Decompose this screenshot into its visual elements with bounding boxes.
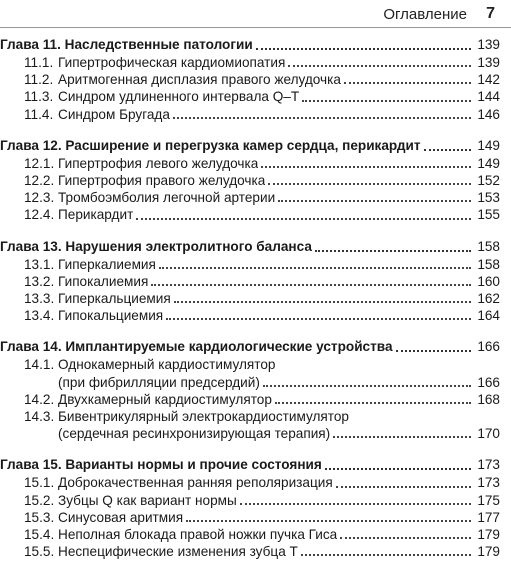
entry-title: Гипертрофия левого желудочка <box>58 155 259 171</box>
entry-number: 13.3. <box>24 291 55 307</box>
entry-title: Гипертрофическая кардиомиопатия <box>58 55 286 70</box>
entry-title-continued <box>58 374 500 391</box>
page-ref: 166 <box>477 339 500 355</box>
entry-number: 13.4. <box>24 308 55 324</box>
entry-number: 15.4. <box>24 527 55 543</box>
page-ref: 142 <box>477 72 500 88</box>
entry-title: Неполная блокада правой ножки пучка Гиса <box>58 527 338 543</box>
entry-title: Аритмогенная дисплазия правого желудочка <box>58 72 341 88</box>
chapter-13 <box>0 238 500 325</box>
toc-entry[interactable] <box>0 509 500 526</box>
header-rule <box>0 27 511 28</box>
dot-leader <box>166 317 471 320</box>
page-ref: 160 <box>477 273 500 289</box>
dot-leader <box>240 502 471 505</box>
toc-entry[interactable] <box>0 526 500 543</box>
dot-leader <box>301 553 471 556</box>
entry-title-continued <box>58 425 500 442</box>
toc-entry[interactable] <box>0 492 500 509</box>
chapter-11 <box>0 36 500 123</box>
entry-title: Перикардит <box>58 207 134 223</box>
page-ref: 179 <box>477 544 500 560</box>
entry-number: 12.1. <box>24 155 55 171</box>
entry-title: Гипокалиемия <box>58 273 149 289</box>
entry-number: 12.4. <box>24 207 55 223</box>
toc-entry[interactable] <box>0 273 500 290</box>
chapter-title: Глава 13. Нарушения электролитного баланса <box>0 238 312 254</box>
chapter-heading[interactable] <box>0 456 500 474</box>
page-ref: 173 <box>477 457 500 473</box>
entry-title: Бивентрикулярный электрокардиостимулятор <box>58 409 349 425</box>
toc-entry[interactable] <box>0 155 500 172</box>
entry-number: 11.3. <box>24 89 54 105</box>
toc-entry[interactable] <box>0 71 500 88</box>
toc-entry[interactable] <box>0 206 500 223</box>
page-ref: 168 <box>477 391 500 407</box>
toc-entry[interactable] <box>0 356 500 390</box>
dot-leader <box>340 536 471 539</box>
entry-body <box>58 356 500 390</box>
entry-number: 11.4. <box>24 106 54 122</box>
toc-entry[interactable] <box>0 391 500 408</box>
entry-number: 13.2. <box>24 273 55 289</box>
dot-leader <box>256 47 471 50</box>
toc-entry[interactable] <box>0 256 500 273</box>
toc-entry[interactable] <box>0 290 500 307</box>
entry-title: Неспецифические изменения зубца T <box>58 544 298 560</box>
entry-title: Однокамерный кардиостимулятор <box>58 357 276 373</box>
page-ref: 139 <box>477 37 500 52</box>
entry-title: Двухкамерный кардиостимулятор <box>58 391 272 407</box>
toc-entry[interactable] <box>0 88 500 105</box>
entry-number: 11.2. <box>24 72 54 88</box>
toc-entry[interactable] <box>0 106 500 123</box>
entry-title: Гиперкалиемия <box>58 256 156 272</box>
chapter-heading[interactable] <box>0 338 500 356</box>
dot-leader <box>288 64 471 67</box>
page-ref: 155 <box>477 207 500 223</box>
page-ref: 139 <box>477 55 500 70</box>
dot-leader <box>302 99 471 102</box>
entry-title: Зубцы Q как вариант нормы <box>58 492 237 508</box>
entry-number: 12.2. <box>24 173 55 189</box>
entry-subtitle: (сердечная ресинхронизирующая терапия) <box>58 426 331 442</box>
entry-number: 14.1. <box>24 357 55 373</box>
chapter-title: Глава 14. Имплантируемые кардиологические устройства <box>0 339 393 355</box>
dot-leader <box>278 199 471 202</box>
entry-title: Доброкачественная ранняя реполяризация <box>58 475 333 491</box>
dot-leader <box>268 182 471 185</box>
dot-leader <box>424 148 471 151</box>
page-ref: 149 <box>477 155 500 171</box>
entry-title: Тромбоэмболия легочной артерии <box>58 190 276 206</box>
page-ref: 149 <box>477 137 500 153</box>
dot-leader <box>333 435 471 438</box>
dot-leader <box>263 384 471 387</box>
entry-subtitle: (при фибрилляции предсердий) <box>58 374 260 390</box>
page-ref: 158 <box>477 238 500 254</box>
entry-title: Гиперкальциемия <box>58 291 171 307</box>
toc-entry[interactable] <box>0 474 500 491</box>
chapter-14 <box>0 338 500 442</box>
entry-title: Синусовая аритмия <box>58 509 184 525</box>
toc-entry[interactable] <box>0 189 500 206</box>
chapter-15 <box>0 456 500 560</box>
page-ref: 158 <box>477 256 500 272</box>
entry-number: 15.3. <box>24 509 55 525</box>
dot-leader <box>336 485 471 488</box>
toc-entry[interactable] <box>0 408 500 442</box>
chapter-heading[interactable] <box>0 137 500 155</box>
page-ref: 153 <box>477 190 500 206</box>
page-ref: 179 <box>477 527 500 543</box>
entry-number: 12.3. <box>24 190 55 206</box>
page-ref: 146 <box>477 106 500 122</box>
page-ref: 162 <box>477 291 500 307</box>
dot-leader <box>186 519 471 522</box>
entry-number: 13.1. <box>24 256 55 272</box>
page-ref: 177 <box>477 509 500 525</box>
toc-entry[interactable] <box>0 54 500 71</box>
running-head <box>0 0 511 28</box>
toc-entry[interactable] <box>0 172 500 189</box>
chapter-heading[interactable] <box>0 36 500 54</box>
page-ref: 173 <box>477 475 500 491</box>
entry-number: 15.2. <box>24 492 55 508</box>
chapter-title: Глава 15. Варианты нормы и прочие состояния <box>0 457 322 473</box>
dot-leader <box>174 300 471 303</box>
entry-number: 14.2. <box>24 391 55 407</box>
dot-leader <box>136 217 471 220</box>
chapter-12 <box>0 137 500 224</box>
page-ref: 170 <box>477 426 500 442</box>
page-ref: 152 <box>477 173 500 189</box>
page-ref: 166 <box>477 374 500 390</box>
dot-leader <box>325 467 471 470</box>
entry-title: Гипертрофия правого желудочка <box>58 173 266 189</box>
dot-leader <box>261 165 471 168</box>
entry-number: 15.5. <box>24 544 55 560</box>
dot-leader <box>173 116 471 119</box>
page-ref: 175 <box>477 492 500 508</box>
page-ref: 144 <box>477 89 500 105</box>
entry-number: 11.1. <box>24 55 54 70</box>
entry-title: Гипокальциемия <box>58 308 164 324</box>
chapter-title: Глава 12. Расширение и перегрузка камер сердца, перикардит <box>0 137 421 153</box>
chapter-heading[interactable] <box>0 238 500 256</box>
section-title: Оглавление <box>383 6 467 23</box>
entry-body <box>58 408 500 442</box>
dot-leader <box>151 283 471 286</box>
chapter-title: Глава 11. Наследственные патологии <box>0 37 253 52</box>
entry-number: 14.3. <box>24 409 55 425</box>
entry-title: Синдром Бругада <box>58 106 170 122</box>
dot-leader <box>344 81 471 84</box>
dot-leader <box>396 349 471 352</box>
entry-title: Синдром удлиненного интервала Q–T <box>58 89 300 105</box>
toc-entry[interactable] <box>0 307 500 324</box>
entry-number: 15.1. <box>24 475 55 491</box>
page-ref: 164 <box>477 308 500 324</box>
dot-leader <box>275 401 471 404</box>
dot-leader <box>315 249 471 252</box>
dot-leader <box>159 266 471 269</box>
table-of-contents <box>0 36 500 574</box>
page-number: 7 <box>486 5 495 22</box>
